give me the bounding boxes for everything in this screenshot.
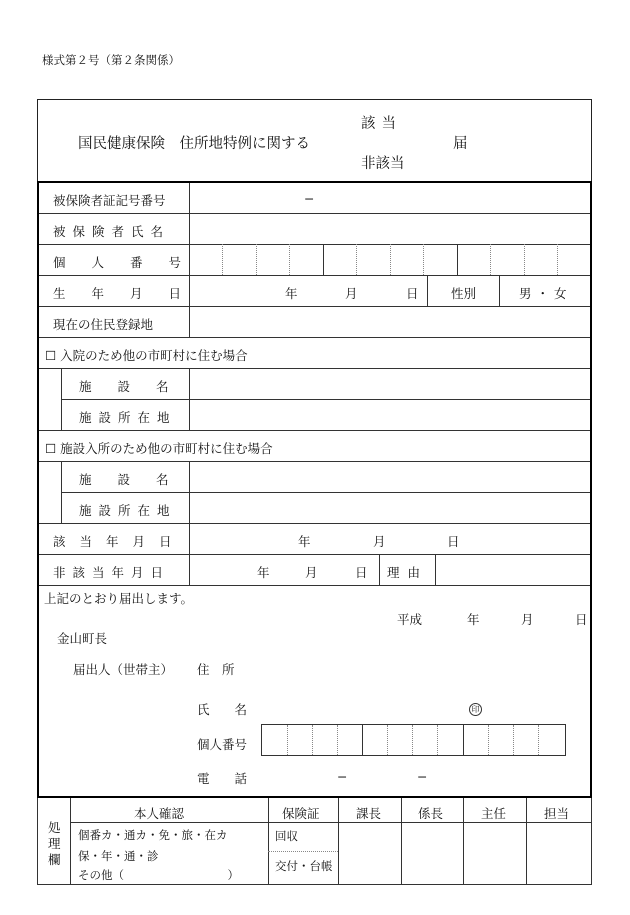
- applicant-name-label: 氏 名: [197, 702, 248, 717]
- card-no-dash: −: [304, 191, 315, 206]
- id-docs-line-2: 保・年・通・診: [78, 849, 159, 863]
- hospital-facility-address-label: 施設所在地: [79, 410, 177, 425]
- applicant-personal-number-label: 個人番号: [197, 737, 248, 752]
- chief-header: 係長: [418, 806, 444, 821]
- personal-number-label: 個人番号: [53, 255, 208, 270]
- applicable-month: 月: [373, 534, 386, 549]
- declaration-era: 平成: [397, 612, 423, 627]
- current-address-label: 現在の住民登録地: [53, 317, 154, 332]
- processing-column-label: 処理欄: [48, 820, 61, 867]
- title-not-applicable: 非該当: [361, 156, 405, 172]
- sex-options: 男・女: [519, 286, 572, 301]
- form-title: 国民健康保険 住所地特例に関する: [78, 136, 310, 152]
- sex-label: 性別: [451, 286, 477, 301]
- birth-year: 年: [285, 286, 298, 301]
- applicable-day: 日: [447, 534, 460, 549]
- insurance-card-issued: 交付・台帳: [275, 859, 333, 873]
- not-applicable-month: 月: [305, 565, 318, 580]
- seal-icon: 印: [469, 703, 482, 716]
- addressee: 金山町長: [57, 631, 108, 646]
- phone-dash-2: −: [417, 769, 428, 784]
- staff-header: 担当: [544, 806, 570, 821]
- applicant-address-label: 住 所: [197, 662, 235, 677]
- main-form: [37, 181, 592, 798]
- identity-check-header: 本人確認: [134, 806, 185, 821]
- declaration-month: 月: [521, 612, 534, 627]
- declaration-day: 日: [575, 612, 588, 627]
- applicant-label: 届出人（世帯主）: [73, 662, 174, 677]
- birth-month: 月: [345, 286, 358, 301]
- applicant-phone-label: 電 話: [197, 771, 248, 786]
- facility-section-label: ☐ 施設入所のため他の市町村に住む場合: [45, 441, 273, 456]
- not-applicable-date-label: 非該当年月日: [53, 565, 171, 580]
- applicable-year: 年: [298, 534, 311, 549]
- declaration-statement: 上記のとおり届出します。: [44, 591, 194, 606]
- id-docs-line-3: その他（ ）: [78, 868, 239, 882]
- insured-card-no-label: 被保険者証記号番号: [53, 193, 166, 208]
- hospital-section-label: ☐ 入院のため他の市町村に住む場合: [45, 348, 248, 363]
- applicant-personal-number-box[interactable]: [261, 724, 566, 756]
- insurance-card-collected: 回収: [275, 829, 298, 843]
- facility-name-label: 施設名: [79, 472, 195, 487]
- title-notification: 届: [453, 136, 468, 152]
- not-applicable-year: 年: [257, 565, 270, 580]
- form-number: 様式第２号（第２条関係）: [42, 53, 180, 67]
- seal-mark: [469, 700, 482, 716]
- birth-date-label: 生年月日: [53, 286, 208, 301]
- processing-section: [37, 798, 592, 885]
- insured-name-label: 被保険者氏名: [53, 224, 171, 239]
- facility-address-label: 施設所在地: [79, 503, 177, 518]
- reason-label: 理由: [387, 565, 429, 580]
- birth-day: 日: [406, 286, 419, 301]
- hospital-facility-label: 施設名: [79, 379, 195, 394]
- not-applicable-day: 日: [355, 565, 368, 580]
- phone-dash-1: −: [337, 769, 348, 784]
- declaration-year: 年: [467, 612, 480, 627]
- insurance-card-header: 保険証: [282, 806, 320, 821]
- id-docs-line-1: 個番カ・通カ・免・旅・在カ: [78, 828, 228, 842]
- applicable-date-label: 該当年月日: [53, 534, 186, 549]
- supervisor-header: 主任: [481, 806, 507, 821]
- title-applicable: 該当: [361, 116, 402, 132]
- section-chief-header: 課長: [356, 806, 382, 821]
